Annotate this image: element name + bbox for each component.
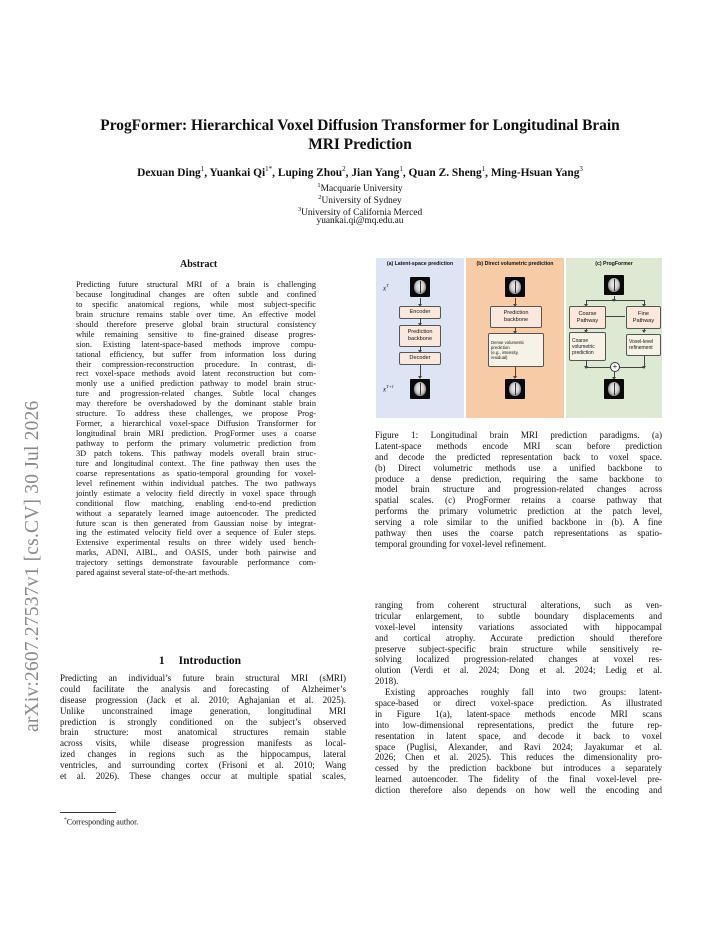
box-text: Voxel-level — [629, 339, 654, 345]
author-name: Quan Z. Sheng — [408, 166, 482, 179]
abstract-line: marks, ADNI, AIBL, and OASIS, under both pairwise and — [76, 548, 316, 558]
output-symbol: x — [383, 385, 387, 394]
abstract-line: pared against several state-of-the-art methods. — [76, 568, 230, 578]
body-text-line: 2026; Chen et al. 2025). This reduces the dimensionality pro- — [375, 752, 662, 763]
affil-mark: 1 — [317, 182, 321, 189]
abstract-line: because longitudinal changes are often subtle and confined — [76, 289, 316, 299]
body-text-line: disease progression (Jack et al. 2010; Aghajanian et al. 2025). — [60, 694, 346, 705]
panel-label: (c) ProgFormer — [595, 261, 633, 267]
body-text-line: space (Puglisi, Alexander, and Ravì 2024; Jayakumar et al. — [375, 741, 662, 752]
body-text-line: ranging from coherent structural alterations, such as ven- — [375, 600, 662, 610]
section-number: 1 — [158, 655, 165, 667]
body-text-line: tricular enlargement, to subtle boundary displacements and — [375, 610, 662, 621]
caption-line: spatial scales. (c) ProgFormer retains a coarse pathway that — [375, 495, 662, 506]
caption-line: model brain structure and progression-related changes across — [375, 484, 662, 495]
box-text: Coarse — [572, 337, 589, 344]
footnote-rule — [60, 812, 116, 813]
brain-mri-output-icon — [505, 379, 525, 399]
abstract-line: conditional flow matching, enabling end-to-end prediction — [76, 498, 316, 508]
arrow-down-icon — [644, 300, 645, 305]
section-title: Introduction — [178, 655, 242, 667]
abstract-line: sion. Existing latent-space-based methods improve compu- — [76, 339, 316, 349]
title-line: ProgFormer: Hierarchical Voxel Diffusion Transformer for Longitudinal Brain — [100, 117, 620, 134]
caption-line: temporal grounding for voxel-level refinement. — [375, 538, 547, 549]
body-text-line: cessed by the prediction backbone but introduces a separately — [375, 763, 662, 774]
body-text-line: ized changes in regions such as the hippocampus, lateral — [60, 749, 346, 760]
abstract-line: structure. To address these challenges, we propose Prog- — [76, 409, 316, 419]
fine-pathway-box — [626, 306, 661, 329]
abstract-line: ture and longitudinal context. The fine pathway then uses the — [76, 458, 316, 468]
affil-mark: 3 — [297, 206, 302, 213]
panel-label: (b) Direct volumetric prediction — [476, 261, 554, 267]
abstract-line: their compression-reconstruction procedure. In contrast, di- — [76, 359, 316, 369]
abstract-line: ing the estimated velocity field over a sequence of Euler steps. — [76, 528, 316, 538]
arrow-down-icon — [515, 298, 516, 305]
box-text: Fine — [638, 310, 649, 317]
brain-mri-input-icon — [410, 277, 430, 297]
connector-line — [586, 367, 610, 368]
abstract-line: while remaining sensitive to fine-grained disease progres- — [76, 329, 316, 339]
body-text-line: Unlike unconstrained image generation, longitudinal MRI — [60, 705, 346, 716]
abstract-line: tational efficiency, but suffer from information loss during — [76, 349, 316, 359]
body-text-line: Existing approaches roughly fall into two groups: latent- — [385, 687, 662, 698]
author-name: Jian Yang — [351, 166, 400, 179]
footnote-mark: * — [64, 817, 67, 823]
abstract-line: pathway to perform the primary volumetric prediction from — [76, 439, 316, 448]
body-text-line: olution (Verdi et al. 2024; Dong et al. 2024; Ledig et al. — [375, 665, 662, 676]
body-text-line: ventricles, and surrounding cortex (Frisoni et al. 2010; Wang — [60, 760, 346, 771]
caption-line: produce a dense prediction, requiring the same backbone to — [375, 473, 662, 484]
body-text-line: voxel-level intensity variations associated with hippocampal — [375, 621, 662, 632]
sum-icon: + — [610, 362, 620, 372]
arrow-down-icon — [420, 346, 421, 351]
body-text-line: prediction is strongly conditioned on the subject’s observed — [60, 716, 346, 727]
figure-1 — [376, 258, 662, 418]
caption-line: performs the primary volumetric prediction at the patch level, — [375, 506, 662, 517]
voxel-refinement-box — [626, 334, 661, 356]
section-heading — [80, 655, 320, 667]
body-text-line: brain structure: most anatomical structures remain stable — [60, 727, 346, 738]
abstract-line: ture and progression-related changes. Subtle local changes — [76, 389, 316, 399]
abstract-heading: Abstract — [180, 259, 218, 270]
arrow-down-icon — [586, 328, 587, 331]
abstract-line: brain structure remains stable over time. An effective model — [76, 309, 316, 319]
panel-direct-volumetric — [466, 258, 564, 418]
box-text: Dense volumetric — [491, 340, 525, 345]
abstract-line: Extensive experimental results on three widely used bench- — [76, 538, 316, 548]
body-text-line: could facilitate the analysis and forecasting of Alzheimer’s — [60, 683, 346, 694]
body-text-line: across visits, while disease progression manifests as local- — [60, 738, 346, 749]
arxiv-id: arXiv:2607.27537v1 [cs.CV] 30 Jul 2026 — [22, 400, 43, 732]
connector-line — [605, 316, 625, 317]
intro-left-column — [60, 673, 346, 782]
arrow-down-icon — [515, 366, 516, 377]
author-affil-mark: 3 — [579, 165, 583, 173]
footnote — [64, 817, 138, 827]
box-text: backbone — [503, 317, 529, 323]
coarse-prediction-box — [569, 332, 606, 361]
paper-title — [60, 116, 660, 154]
intro-right-column — [375, 600, 662, 796]
arrow-down-icon — [420, 318, 421, 324]
affil-name: Macquarie University — [320, 184, 403, 195]
caption-line: serving a role similar to the unified backbone in (b). A fine — [375, 517, 662, 528]
brain-mri-input-icon — [505, 277, 525, 297]
brain-mri-input-icon — [604, 275, 624, 295]
author-affil-mark: 1 — [481, 165, 486, 173]
author-name: Luping Zhou — [277, 166, 343, 179]
title-line: MRI Prediction — [308, 136, 412, 153]
figure-caption — [375, 430, 662, 550]
abstract-line: future scan is then generated from Gaussian noise by integrat- — [76, 518, 316, 528]
box-text: Pathway — [632, 317, 655, 324]
abstract-line: may therefore be overshadowed by the dominant stable brain — [76, 399, 316, 409]
input-label — [383, 283, 389, 292]
body-text-line: resentation in latent space, and decode it back to voxel — [375, 730, 662, 741]
connector-line — [620, 367, 644, 368]
box-text: volumetric — [572, 343, 595, 350]
body-text-line: solving localized progression-related changes at voxel res- — [375, 654, 662, 665]
brain-mri-output-icon — [410, 379, 430, 399]
abstract-line: without a separately learned image autoencoder. The predicted — [76, 508, 316, 518]
connector-line — [644, 355, 645, 367]
panel-label: (a) Latent-space prediction — [386, 261, 454, 267]
dense-prediction-box — [488, 333, 544, 367]
arrow-down-icon — [515, 327, 516, 332]
footnote-text: Corresponding author. — [66, 817, 139, 827]
box-text: refinement — [629, 345, 653, 351]
box-text: Coarse — [578, 310, 597, 317]
author-name: Yuankai Qi — [209, 166, 266, 179]
box-text: Prediction — [407, 329, 433, 336]
abstract-line: longitudinal brain MRI prediction. ProgFormer uses a coarse — [76, 429, 316, 439]
arrow-down-icon — [420, 364, 421, 377]
caption-line: and decode the predicted representation back to voxel space. — [375, 451, 662, 462]
arrow-down-icon — [614, 372, 615, 378]
body-text-line: space-based or direct voxel-space prediction. As illustrated — [375, 698, 662, 709]
arrow-down-icon — [586, 300, 587, 305]
panel-latent-space — [376, 258, 464, 418]
caption-line: (b) Direct volumetric methods use a unified backbone to — [375, 462, 662, 473]
author-email: yuankai.qi@mq.edu.au — [316, 216, 404, 226]
abstract-line: jointly estimate a velocity field directly in voxel space through — [76, 488, 316, 498]
caption-line: pathway then uses the coarse patch representations as spatio- — [375, 528, 662, 539]
box-text: prediction — [491, 345, 510, 350]
abstract-line: trajectory settings demonstrate favourable performance com- — [76, 558, 316, 568]
panel-progformer — [566, 258, 662, 418]
input-symbol: x — [383, 284, 387, 293]
abstract-line: monly use a unified prediction pathway to model brain struc- — [76, 379, 316, 389]
abstract-line: 3D patch tokens. This pathway models overall brain struc- — [76, 448, 316, 458]
affil-name: University of California Merced — [301, 208, 423, 219]
box-text: prediction — [572, 349, 594, 356]
box-text: Pathway — [576, 317, 599, 324]
connector-line — [586, 300, 644, 301]
box-text: (e.g., intensity, — [491, 350, 519, 355]
body-text-line: preserve subject-specific brain structure while sensitively re- — [375, 643, 662, 654]
author-affil-mark: 1 — [399, 165, 403, 173]
body-text-line: 2018). — [375, 676, 399, 687]
body-text-line: and cortical atrophy. Accurate prediction should therefore — [375, 632, 662, 643]
author-affil-mark: 1* — [265, 165, 273, 173]
encoder-box: Encoder — [399, 306, 441, 319]
output-time: T+1 — [386, 384, 394, 389]
prediction-backbone-box — [399, 325, 441, 347]
author-list: Dexuan Ding$^1$, Yuankai $Qi^{1*}$, Luping Zhou$^2$, Jian Yang$^1$, Quan Z. Sheng$^1$, Ming-Hsuan Yang$^3$ — [137, 165, 583, 179]
author-name: Ming-Hsuan Yang — [490, 166, 580, 179]
body-text-line: into low-dimensional representations, predict the future rep- — [375, 719, 662, 730]
author-affil-mark: 1 — [200, 165, 205, 173]
abstract-line: rect voxel-space methods avoid latent reconstruction but com- — [76, 369, 316, 379]
brain-mri-output-icon — [604, 379, 624, 399]
affil-mark: 2 — [318, 194, 322, 201]
abstract-line: Predicting future structural MRI of a brain is challenging — [76, 280, 316, 289]
body-text-line: learned autoencoder. The fidelity of the final voxel-level pre- — [375, 774, 662, 785]
abstract-line: coarse representations as spatio-temporal grounding for voxel- — [76, 468, 316, 478]
box-text: residual) — [491, 355, 508, 360]
body-text-line: et al. 2026). These changes occur at multiple spatial scales, — [60, 771, 346, 782]
affil-name: University of Sydney — [321, 196, 402, 207]
output-label — [383, 384, 394, 393]
abstract-line: Former, a hierarchical voxel-space Diffusion Transformer for — [76, 419, 316, 429]
body-text-line: in Figure 1(a), latent-space methods encode MRI scans — [375, 708, 662, 719]
prediction-backbone-box — [490, 306, 542, 328]
body-text-line: Predicting an individual’s future brain structural MRI (sMRI) — [60, 673, 346, 683]
input-time: T — [386, 283, 389, 288]
decoder-box: Decoder — [399, 352, 441, 365]
box-text: Prediction — [503, 310, 529, 317]
abstract-line: level refinement within individual patches. The two pathways — [76, 478, 316, 488]
abstract-line: to specific anatomical regions, while most subject-specific — [76, 299, 316, 309]
arrow-down-icon — [420, 298, 421, 305]
caption-line: Figure 1: Longitudinal brain MRI prediction paradigms. (a) — [375, 430, 662, 440]
box-text: backbone — [407, 336, 433, 342]
arxiv-stamp — [22, 400, 44, 752]
author-name: Dexuan Ding — [137, 166, 201, 179]
author-affil-mark: 2 — [342, 165, 346, 173]
connector-line — [586, 360, 587, 367]
abstract-body — [76, 280, 316, 578]
arrow-down-icon — [644, 328, 645, 331]
caption-line: Latent-space methods encode MRI scan before prediction — [375, 440, 662, 451]
body-text-line: diction therefore also depends on how well the encoding and — [375, 785, 662, 796]
abstract-line: should therefore preserve global brain structural consistency — [76, 319, 316, 329]
coarse-pathway-box — [569, 306, 606, 329]
